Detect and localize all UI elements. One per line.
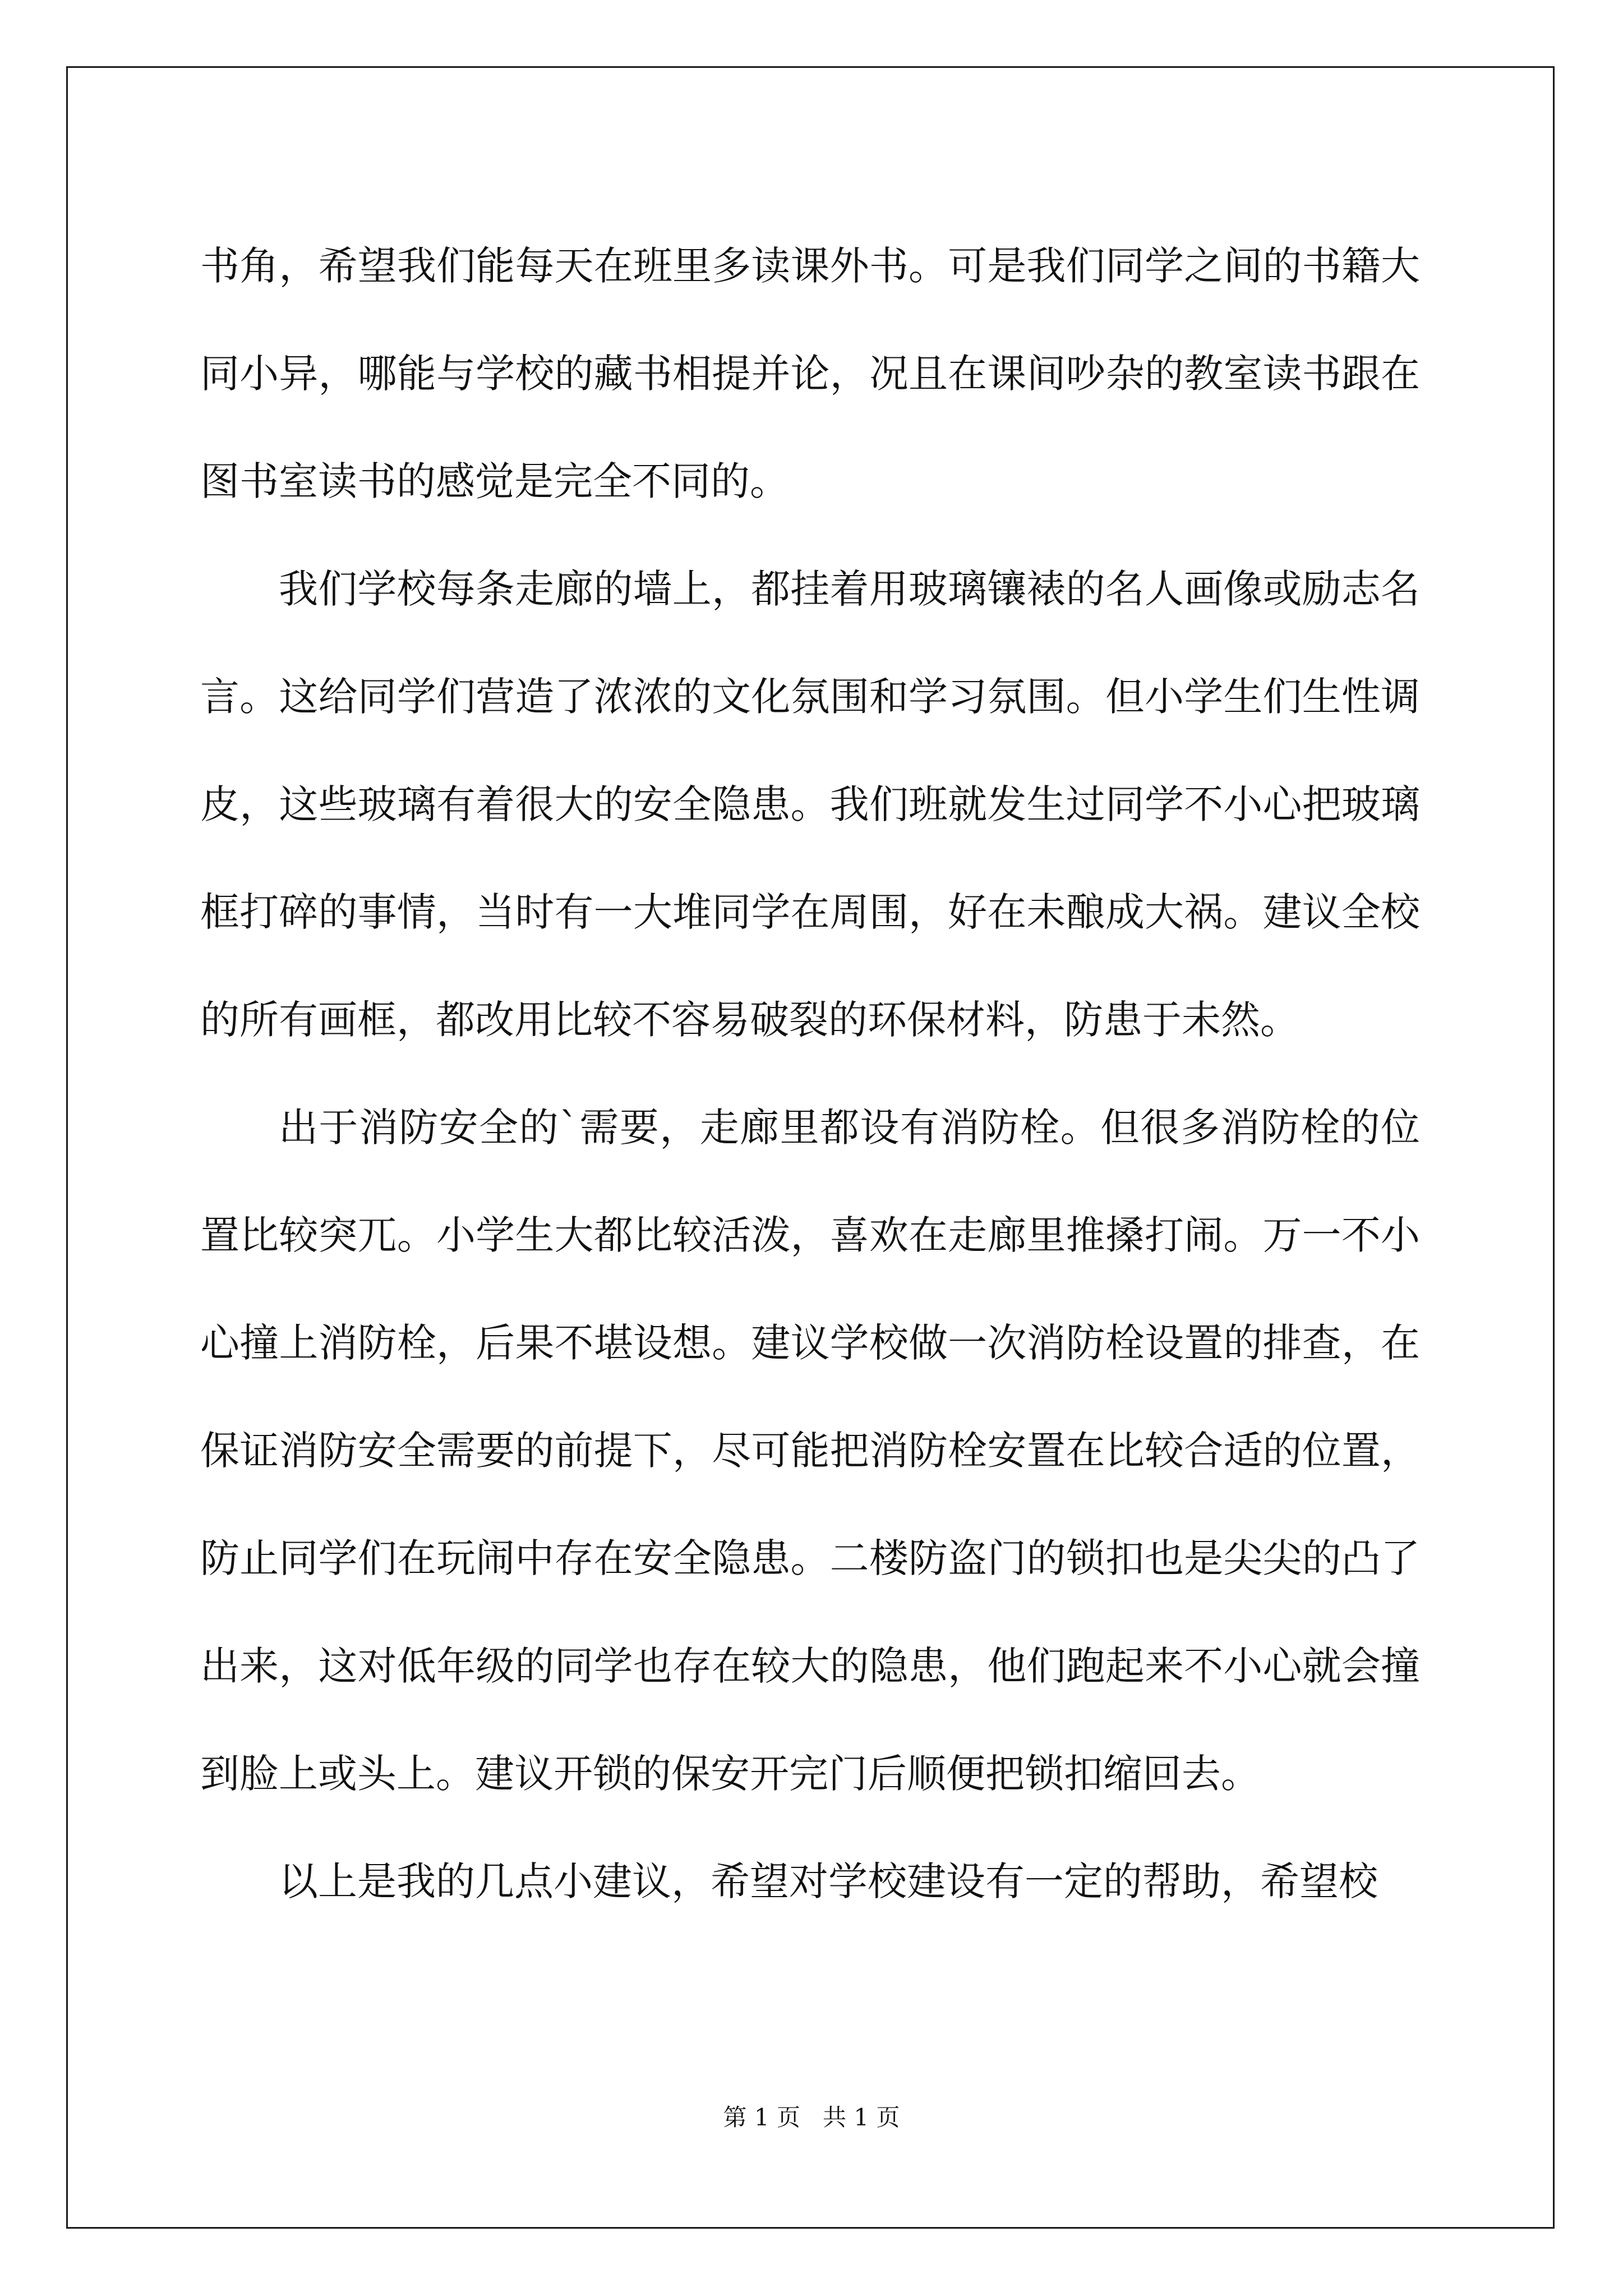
paragraph-3: 出于消防安全的`需要，走廊里都设有消防栓。但很多消防栓的位置比较突兀。小学生大都比较活泼，喜欢在走廊里推搡打闹。万一不小心撞上消防栓，后果不堪设想。建议学校做一次消防栓设置的排查，在保证消防安全需要的前提下，尽可能把消防栓安置在比较合适的位置，防止同学们在玩闹中存在安全隐患。二楼防盗门的锁扣也是尖尖的凸了出来，这对低年级的同学也存在较大的隐患，他们跑起来不小心就会撞到脸上或头上。建议开锁的保安开完门后顺便把锁扣缩回去。 — [200, 1105, 1420, 1797]
paragraph-4: 以上是我的几点小建议，希望对学校建设有一定的帮助，希望校 — [279, 1858, 1378, 1904]
paragraph-2: 我们学校每条走廊的墙上，都挂着用玻璃镶裱的名人画像或励志名言。这给同学们营造了浓浓的文化氛围和学习氛围。但小学生们生性调皮，这些玻璃有着很大的安全隐患。我们班就发生过同学不小心把玻璃框打碎的事情，当时有一大堆同学在周围，好在未酿成大祸。建议全校的所有画框，都改用比较不容易破裂的环保材料，防患于未然。 — [200, 566, 1420, 1043]
page-number: 第 1 页 — [723, 2104, 800, 2131]
document-body — [200, 212, 1420, 1935]
paragraph-1: 书角，希望我们能每天在班里多读课外书。可是我们同学之间的书籍大同小异，哪能与学校的藏书相提并论，况且在课间吵杂的教室读书跟在图书室读书的感觉是完全不同的。 — [200, 243, 1420, 504]
page-total: 共 1 页 — [823, 2104, 900, 2131]
page-footer — [0, 2099, 1623, 2133]
